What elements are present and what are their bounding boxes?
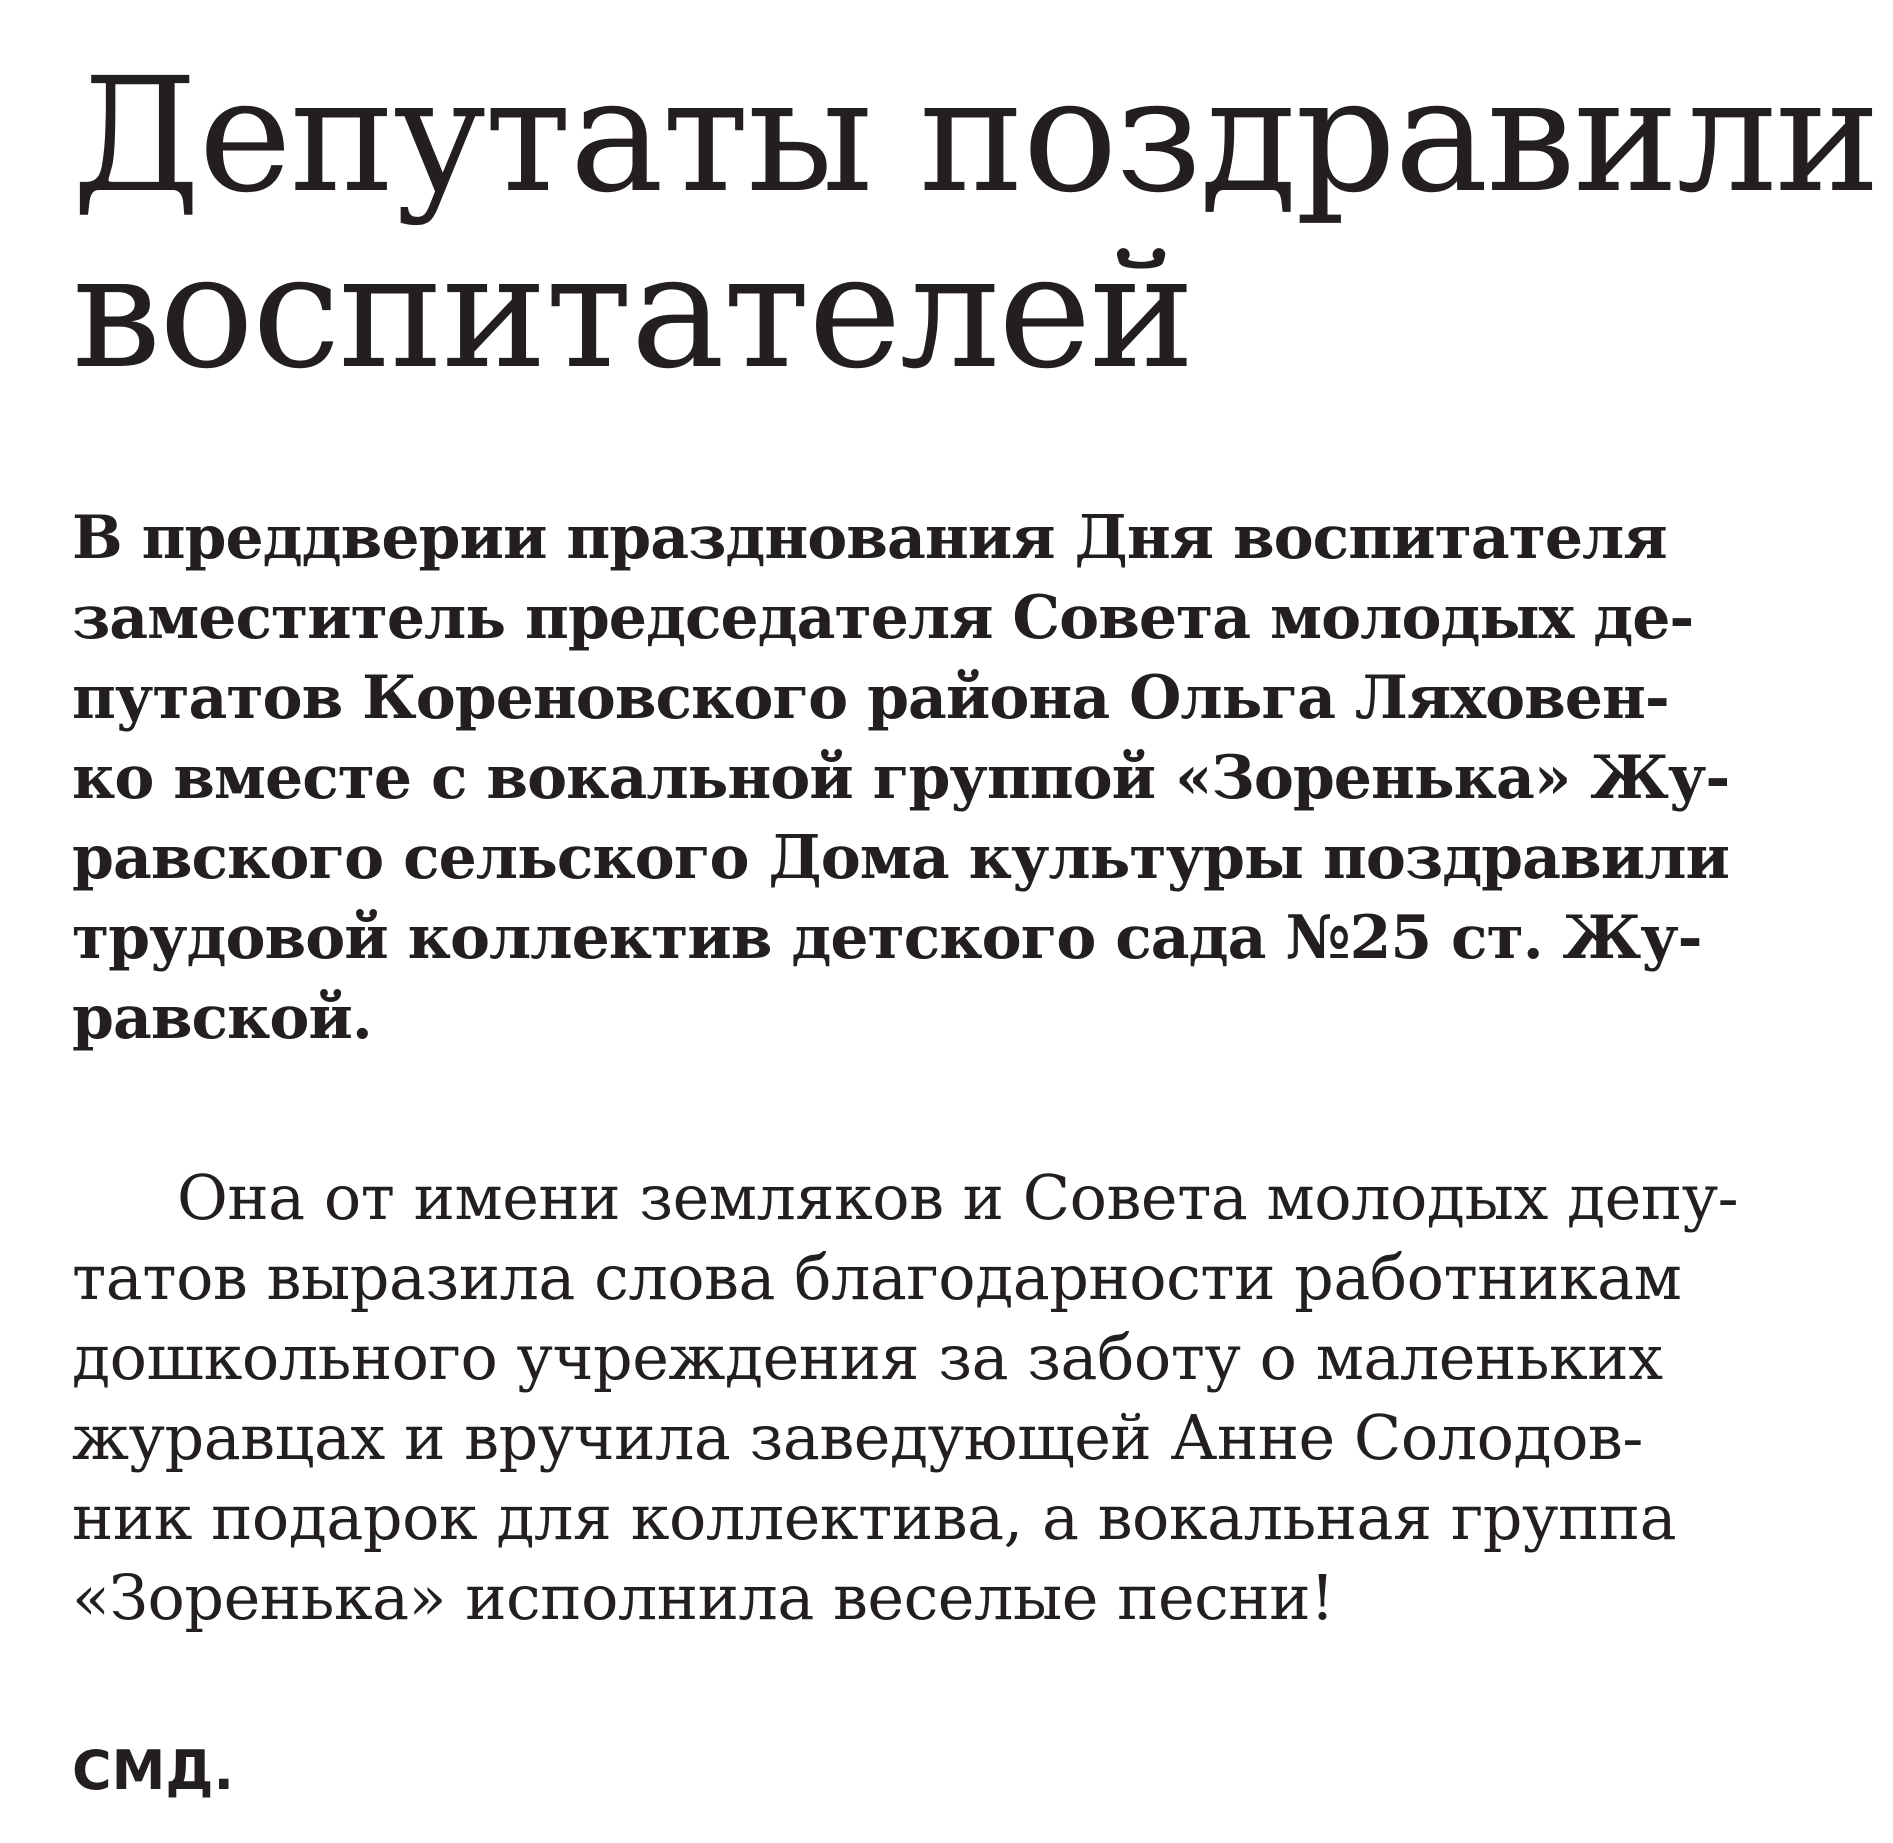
body-line: ник подарок для коллектива, а вокальная группа [72,1481,1677,1554]
body-line: журавцах и вручила заведующей Анне Солодов- [72,1401,1643,1474]
lead-line: трудовой коллектив детского сада №25 ст. Жу- [72,903,1702,973]
author-signature: СМД. [72,1739,234,1802]
body-line: «Зоренька» исполнила веселые песни! [72,1561,1335,1634]
article-body [72,1158,1862,1638]
headline-line: Депутаты поздравили [72,44,1879,228]
lead-line: путатов Кореновского района Ольга Ляховен- [72,663,1669,733]
lead-line: равского сельского Дома культуры поздравили [72,823,1730,893]
lead-line: заместитель председателя Совета молодых де- [72,583,1694,653]
article-headline [72,44,1879,404]
body-line: дошкольного учреждения за заботу о маленьких [72,1321,1663,1394]
lead-line: равской. [72,983,372,1053]
article-lead [72,498,1862,1058]
lead-line: В преддверии празднования Дня воспитателя [72,503,1667,573]
headline-line: воспитателей [72,220,1193,404]
body-line: Она от имени земляков и Совета молодых депу- [177,1161,1739,1234]
body-line: татов выразила слова благодарности работникам [72,1241,1682,1314]
lead-line: ко вместе с вокальной группой «Зоренька» Жу- [72,743,1730,813]
article [72,44,1879,1806]
